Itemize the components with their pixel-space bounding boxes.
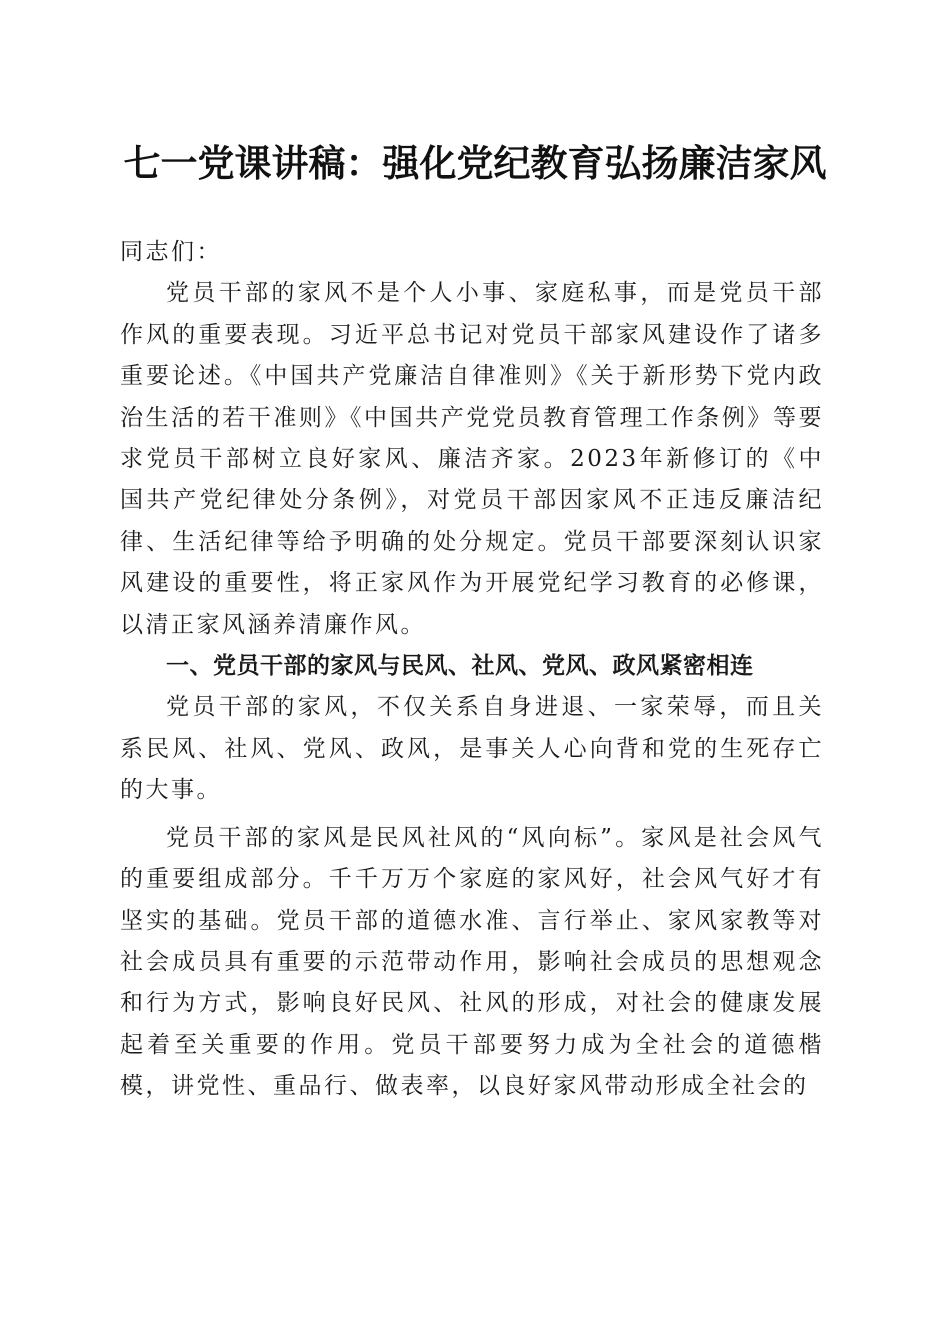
paragraph-section1-intro: 党员干部的家风，不仅关系自身进退、一家荣辱，而且关系民风、社风、党风、政风，是事关人心向背和党的生死存亡的大事。 (120, 694, 824, 804)
document-body (120, 232, 824, 1108)
document-title: 七一党课讲稿：强化党纪教育弘扬廉洁家风 (123, 141, 827, 185)
salutation: 同志们： (120, 239, 222, 265)
paragraph-intro: 党员干部的家风不是个人小事、家庭私事，而是党员干部作风的重要表现。习近平总书记对党员干部家风建设作了诸多重要论述。《中国共产党廉洁自律准则》《关于新形势下党内政治生活的若干准则》《中国共产党党员教育管理工作条例》等要求党员干部树立良好家风、廉洁齐家。2023年新修订的《中国共产党纪律处分条例》，对党员干部因家风不正违反廉洁纪律、生活纪律等给予明确的处分规定。党员干部要深刻认识家风建设的重要性，将正家风作为开展党纪学习教育的必修课，以清正家风涵养清廉作风。 (120, 280, 824, 638)
section-heading-1: 一、党员干部的家风与民风、社风、党风、政风紧密相连 (166, 653, 754, 680)
paragraph-wind-vane: 党员干部的家风是民风社风的“风向标”。家风是社会风气的重要组成部分。千千万万个家庭的家风好，社会风气好才有坚实的基础。党员干部的道德水准、言行举止、家风家教等对社会成员具有重要的示范带动作用，影响社会成员的思想观念和行为方式，影响良好民风、社风的形成，对社会的健康发展起着至关重要的作用。党员干部要努力成为全社会的道德楷模，讲党性、重品行、做表率，以良好家风带动形成全社会的 (120, 824, 824, 1100)
